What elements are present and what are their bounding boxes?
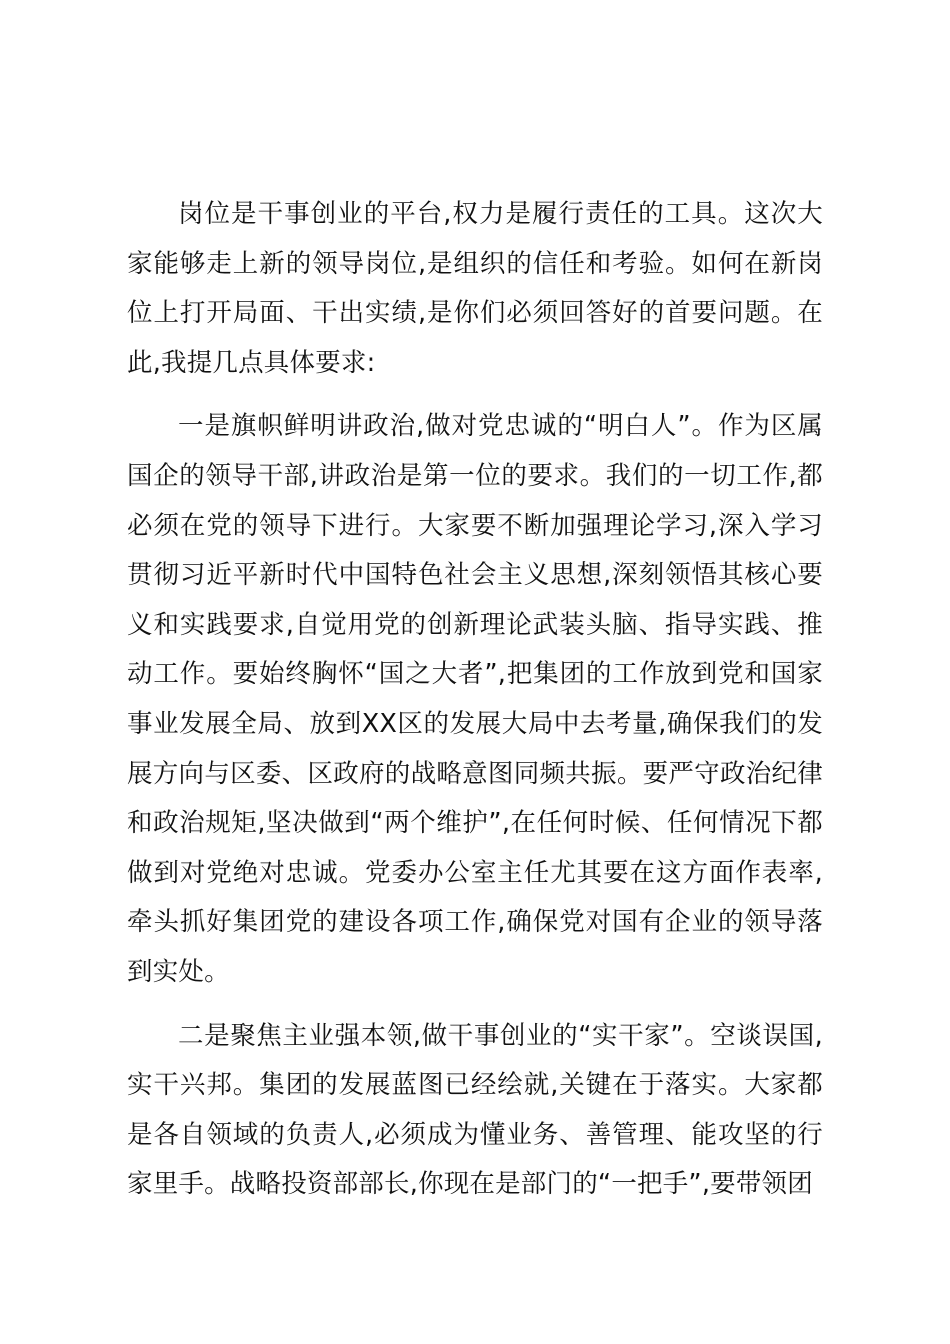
paragraph-point-one: 一是旗帜鲜明讲政治,做对党忠诚的“明白人”。作为区属国企的领导干部,讲政治是第一位的要求。我们的一切工作,都必须在党的领导下进行。大家要不断加强理论学习,深入学习贯彻习近平新时代中国特色社会主义思想,深刻领悟其核心要义和实践要求,自觉用党的创新理论武装头脑、指导实践、推动工作。要始终胸怀“国之大者”,把集团的工作放到党和国家事业发展全局、放到XX区的发展大局中去考量,确保我们的发展方向与区委、区政府的战略意图同频共振。要严守政治纪律和政治规矩,坚决做到“两个维护”,在任何时候、任何情况下都做到对党绝对忠诚。党委办公室主任尤其要在这方面作表率,牵头抓好集团党的建设各项工作,确保党对国有企业的领导落到实处。 [127, 411, 823, 987]
paragraph-intro: 岗位是干事创业的平台,权力是履行责任的工具。这次大家能够走上新的领导岗位,是组织的信任和考验。如何在新岗位上打开局面、干出实绩,是你们必须回答好的首要问题。在此,我提几点具体要求: [127, 199, 823, 378]
paragraph-point-two: 二是聚焦主业强本领,做干事创业的“实干家”。空谈误国,实干兴邦。集团的发展蓝图已经绘就,关键在于落实。大家都是各自领域的负责人,必须成为懂业务、善管理、能攻坚的行家里手。战略投资部部长,你现在是部门的“一把手”,要带领团 [127, 1020, 823, 1200]
document-body [127, 190, 823, 1224]
